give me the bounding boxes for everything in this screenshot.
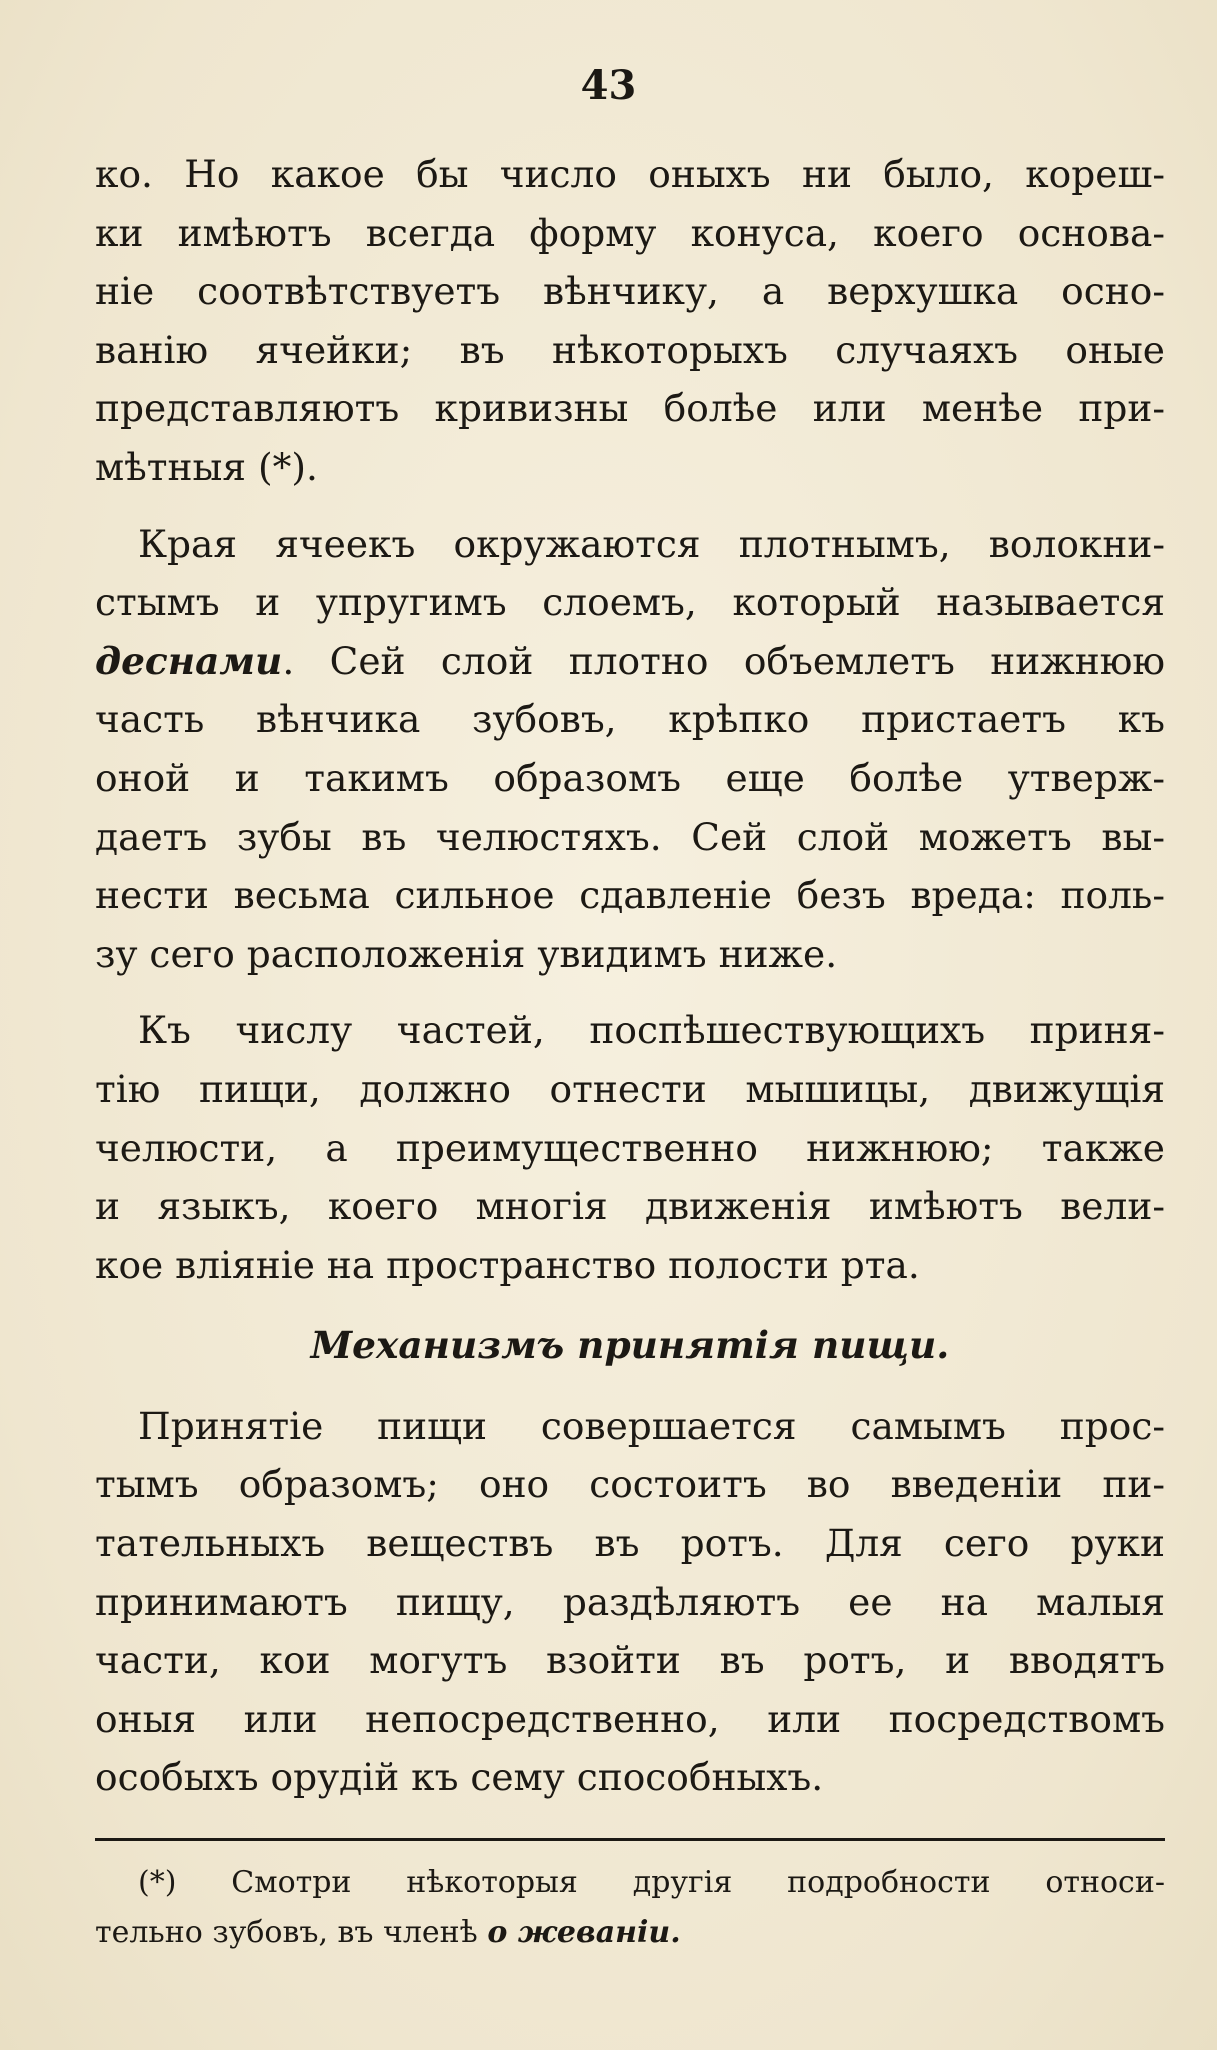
text-line: особыхъ орудiй къ сему способныхъ. <box>95 1755 824 1800</box>
text-line: челюсти, а преимущественно нижнюю; также <box>95 1125 1165 1170</box>
text-line: Края ячеекъ окружаются плотнымъ, волокни- <box>138 521 1165 566</box>
text-line: ки имѣютъ всегда форму конуса, коего основа- <box>95 210 1165 255</box>
section-heading: Механизмъ принятiя пищи. <box>310 1323 950 1368</box>
body-text <box>95 145 1165 1807</box>
text-line: тательныхъ веществъ въ ротъ. Для сего руки <box>95 1521 1165 1566</box>
text-line: ко. Но какое бы число оныхъ ни было, кореш- <box>95 152 1165 196</box>
paragraph-1 <box>95 145 1165 497</box>
page-number: 43 <box>580 62 637 109</box>
text-line: тiю пищи, должно отнести мышицы, движущiя <box>95 1066 1165 1111</box>
text-line: нести весьма сильное сдавленiе безъ вреда: поль- <box>95 873 1165 918</box>
text-line: Къ числу частей, поспѣшествующихъ приня- <box>138 1008 1165 1053</box>
text-line: оной и такимъ образомъ еще болѣе утверж- <box>95 755 1165 800</box>
text-line: оныя или непосредственно, или посредствомъ <box>95 1696 1165 1741</box>
footnote-divider <box>95 1838 1165 1841</box>
footnote-italic: о жеванiи. <box>487 1915 681 1950</box>
text-line <box>95 632 1165 691</box>
footnote-line: (*) Смотри нѣкоторыя другiя подробности относи- <box>138 1865 1165 1900</box>
text-line: часть вѣнчика зубовъ, крѣпко пристаетъ къ <box>95 697 1165 742</box>
text-line: ванiю ячейки; въ нѣкоторыхъ случаяхъ оные <box>95 327 1165 372</box>
text-line: мѣтныя (*). <box>95 444 318 489</box>
text-segment: тельно зубовъ, въ членѣ <box>95 1915 488 1950</box>
text-line: кое влiянiе на пространство полости рта. <box>95 1242 920 1287</box>
term-italic: деснами <box>95 638 283 683</box>
footnote-line <box>95 1908 1165 1958</box>
text-line: представляютъ кривизны болѣе или менѣе при- <box>95 386 1165 431</box>
text-line: зу сего расположенiя увидимъ ниже. <box>95 931 838 976</box>
paragraph-4 <box>95 1397 1165 1807</box>
text-line: Принятiе пищи совершается самымъ прос- <box>138 1403 1165 1448</box>
paragraph-2 <box>95 515 1165 984</box>
text-line: стымъ и упругимъ слоемъ, который называется <box>95 580 1165 625</box>
text-segment: . Сей слой плотно объемлетъ нижнюю <box>282 638 1165 683</box>
text-line: даетъ зубы въ челюстяхъ. Сей слой можетъ вы- <box>95 814 1165 859</box>
text-line: нiе соотвѣтствуетъ вѣнчику, а верхушка осно- <box>95 269 1165 314</box>
text-line: и языкъ, коего многiя движенiя имѣютъ вели- <box>95 1184 1165 1229</box>
footnote <box>95 1858 1165 1958</box>
text-line: части, кои могутъ взойти въ ротъ, и вводятъ <box>95 1638 1165 1683</box>
paragraph-3 <box>95 1001 1165 1294</box>
text-line: тымъ образомъ; оно состоитъ во введенiи пи- <box>95 1462 1165 1507</box>
text-line: принимаютъ пищу, раздѣляютъ ее на малыя <box>95 1579 1165 1624</box>
